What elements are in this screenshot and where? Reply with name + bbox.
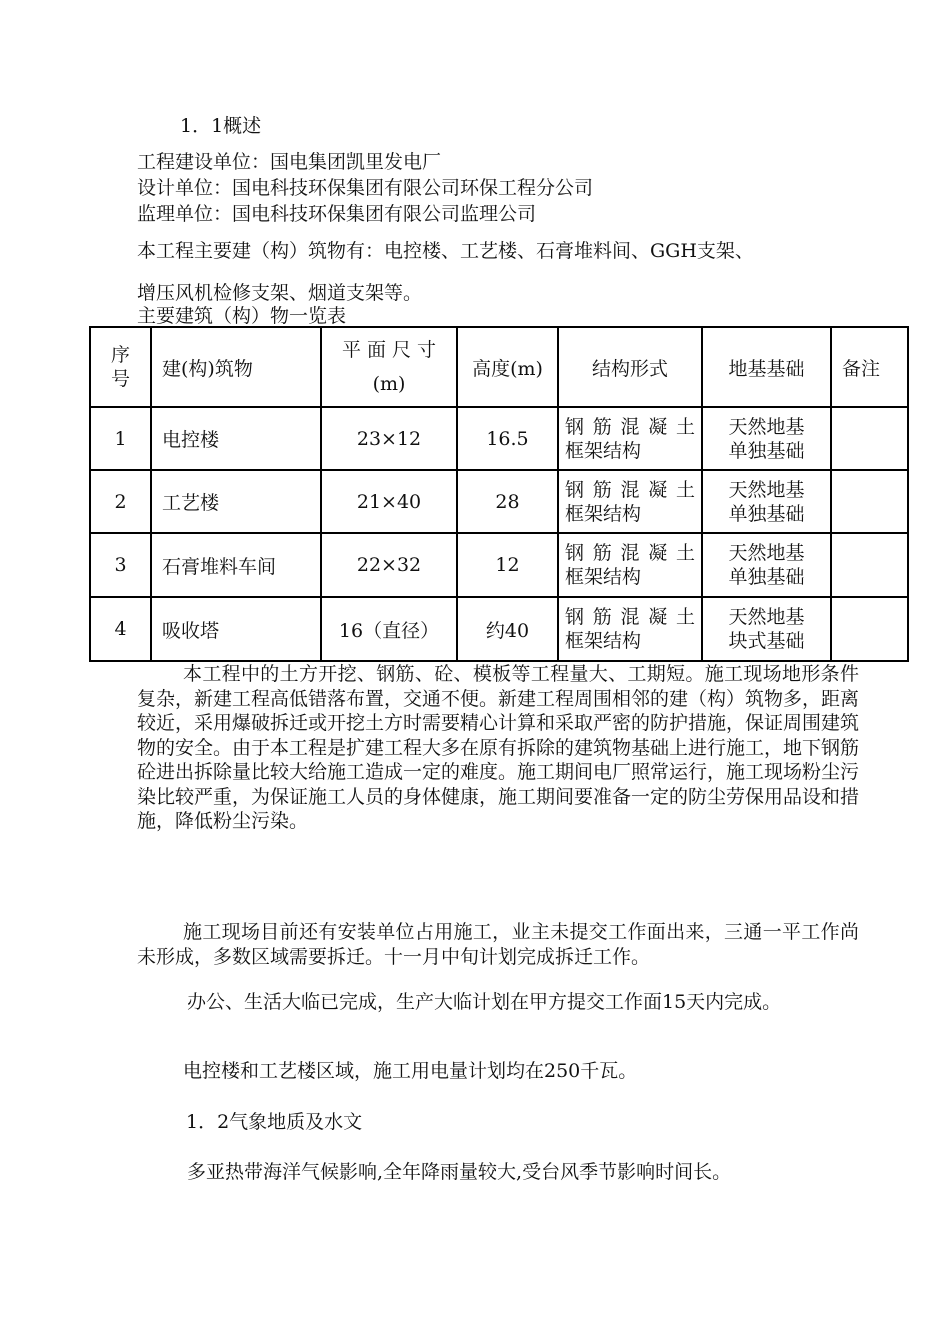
cell-size: 16（直径） xyxy=(321,597,457,661)
cell-foundation: 天然地基 单独基础 xyxy=(702,470,831,533)
cell-seq: 4 xyxy=(90,597,151,661)
supervision-unit: 监理单位：国电科技环保集团有限公司监理公司 xyxy=(137,203,537,225)
cell-size: 21×40 xyxy=(321,470,457,533)
cell-seq: 3 xyxy=(90,533,151,597)
cell-note xyxy=(831,597,908,661)
climate-description: 多亚热带海洋气候影响,全年降雨量较大,受台风季节影响时间长。 xyxy=(187,1161,732,1183)
cell-foundation: 天然地基 单独基础 xyxy=(702,533,831,597)
cell-building: 吸收塔 xyxy=(151,597,321,661)
main-buildings-line-1: 本工程主要建（构）筑物有：电控楼、工艺楼、石膏堆料间、GGH支架、 xyxy=(137,240,754,262)
cell-seq: 1 xyxy=(90,407,151,470)
header-structure: 结构形式 xyxy=(558,327,702,407)
buildings-table xyxy=(89,326,909,662)
cell-size: 22×32 xyxy=(321,533,457,597)
construction-unit: 工程建设单位：国电集团凯里发电厂 xyxy=(137,151,442,173)
table-row xyxy=(90,597,908,661)
cell-height: 12 xyxy=(457,533,558,597)
cell-size: 23×12 xyxy=(321,407,457,470)
table-caption: 主要建筑（构）物一览表 xyxy=(137,305,347,327)
table-row xyxy=(90,407,908,470)
cell-structure: 钢筋混凝土 框架结构 xyxy=(558,533,702,597)
header-height: 高度(m) xyxy=(457,327,558,407)
section-heading-climate: 1．2气象地质及水文 xyxy=(186,1111,363,1133)
cell-seq: 2 xyxy=(90,470,151,533)
cell-building: 工艺楼 xyxy=(151,470,321,533)
header-note: 备注 xyxy=(831,327,908,407)
paragraph-site-status: 施工现场目前还有安装单位占用施工，业主未提交工作面出来，三通一平工作尚未形成，多数区域需要拆迁。十一月中旬计划完成拆迁工作。 xyxy=(137,921,859,968)
cell-note xyxy=(831,470,908,533)
header-size: 平 面 尺 寸 (m) xyxy=(321,327,457,407)
cell-foundation: 天然地基 单独基础 xyxy=(702,407,831,470)
cell-structure: 钢筋混凝土 框架结构 xyxy=(558,470,702,533)
header-building: 建(构)筑物 xyxy=(151,327,321,407)
paragraph-power-usage: 电控楼和工艺楼区域，施工用电量计划均在250千瓦。 xyxy=(183,1060,638,1082)
cell-height: 16.5 xyxy=(457,407,558,470)
cell-structure: 钢筋混凝土 框架结构 xyxy=(558,407,702,470)
main-buildings-line-2: 增压风机检修支架、烟道支架等。 xyxy=(137,282,423,304)
cell-note xyxy=(831,407,908,470)
cell-height: 28 xyxy=(457,470,558,533)
cell-building: 石膏堆料车间 xyxy=(151,533,321,597)
header-foundation: 地基基础 xyxy=(702,327,831,407)
section-heading-overview: 1．1概述 xyxy=(180,115,262,137)
paragraph-site-conditions: 本工程中的土方开挖、钢筋、砼、模板等工程量大、工期短。施工现场地形条件复杂，新建工程高低错落布置，交通不便。新建工程周围相邻的建（构）筑物多，距离较近，采用爆破拆迁或开挖土方时需要精心计算和采取严密的防护措施，保证周围建筑物的安全。由于本工程是扩建工程大多在原有拆除的建筑物基础上进行施工，地下钢筋砼进出拆除量比较大给施工造成一定的难度。施工期间电厂照常运行，施工现场粉尘污染比较严重，为保证施工人员的身体健康，施工期间要准备一定的防尘劳保用品设和措施，降低粉尘污染。 xyxy=(137,663,860,832)
table-header-row xyxy=(90,327,908,407)
cell-height: 约40 xyxy=(457,597,558,661)
header-seq: 序 号 xyxy=(90,327,151,407)
table-row xyxy=(90,470,908,533)
paragraph-temporary-facilities: 办公、生活大临已完成，生产大临计划在甲方提交工作面15天内完成。 xyxy=(187,991,782,1013)
cell-structure: 钢筋混凝土 框架结构 xyxy=(558,597,702,661)
cell-building: 电控楼 xyxy=(151,407,321,470)
cell-note xyxy=(831,533,908,597)
cell-foundation: 天然地基 块式基础 xyxy=(702,597,831,661)
design-unit: 设计单位：国电科技环保集团有限公司环保工程分公司 xyxy=(137,177,594,199)
table-row xyxy=(90,533,908,597)
